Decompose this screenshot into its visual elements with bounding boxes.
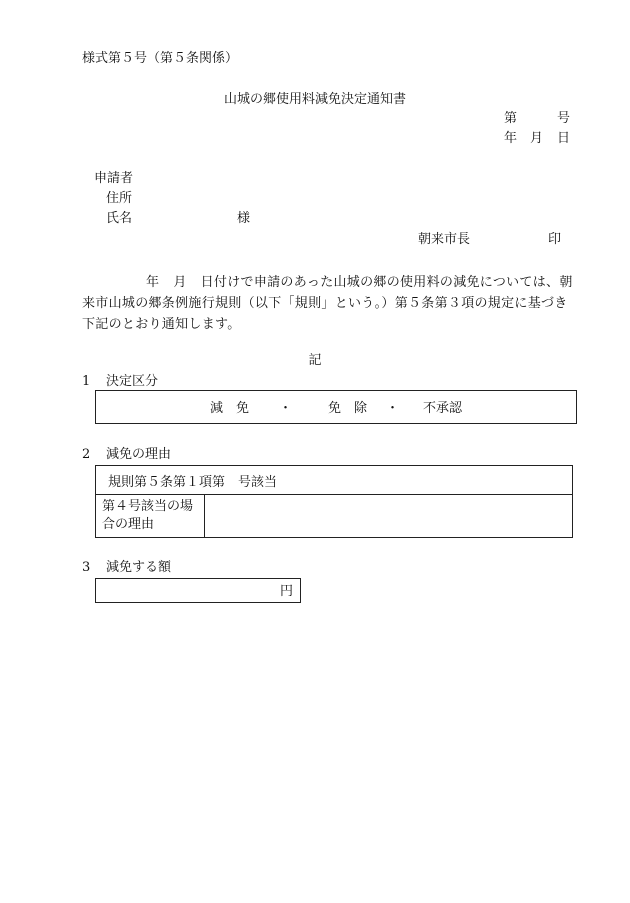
section2-number: 2 [82, 447, 91, 462]
item4-reason-field[interactable] [205, 495, 573, 538]
doc-number-go: 号 [557, 111, 571, 126]
address-label: 住所 [106, 191, 133, 206]
honorific-sama: 様 [237, 211, 251, 226]
section1-heading: 決定区分 [106, 374, 159, 389]
ki-heading: 記 [308, 353, 322, 368]
option-fushonin[interactable]: 不承認 [423, 401, 463, 416]
document-title: 山城の郷使用料減免決定通知書 [223, 92, 406, 107]
yen-unit: 円 [279, 584, 293, 599]
issuer-title: 朝来市長 [418, 232, 471, 247]
applicant-heading: 申請者 [94, 171, 134, 186]
option-separator: ・ [279, 401, 293, 416]
body-paragraph [82, 272, 574, 335]
section3-number: 3 [82, 560, 91, 575]
item4-label: 第４号該当の場合の理由 [96, 495, 205, 538]
section1-number: 1 [82, 374, 91, 389]
date-day: 日 [557, 131, 571, 146]
name-label: 氏名 [106, 211, 133, 226]
body-text: 日付けで申請のあった山城の郷の使用料の減免については、朝来市山城の郷条例施行規則（以下「規則」という。）第５条第３項の規定に基づき下記のとおり通知します。 [82, 275, 573, 332]
form-number: 様式第５号（第５条関係） [82, 51, 239, 66]
section2-heading: 減免の理由 [106, 447, 172, 462]
body-date-year: 年 [146, 275, 160, 290]
date-year: 年 [504, 131, 518, 146]
amount-field[interactable] [95, 578, 301, 603]
reason-table [95, 465, 573, 538]
option-genmen[interactable]: 減 免 [210, 401, 250, 416]
section3-heading: 減免する額 [106, 560, 172, 575]
body-date-month: 月 [173, 275, 187, 290]
doc-number-dai: 第 [504, 111, 518, 126]
option-menjo[interactable]: 免 除 [328, 401, 368, 416]
rule-reference-cell: 規則第５条第１項第 号該当 [96, 466, 573, 495]
date-month: 月 [530, 131, 544, 146]
option-separator: ・ [386, 401, 400, 416]
issuer-seal: 印 [548, 232, 562, 247]
decision-box [95, 390, 577, 424]
